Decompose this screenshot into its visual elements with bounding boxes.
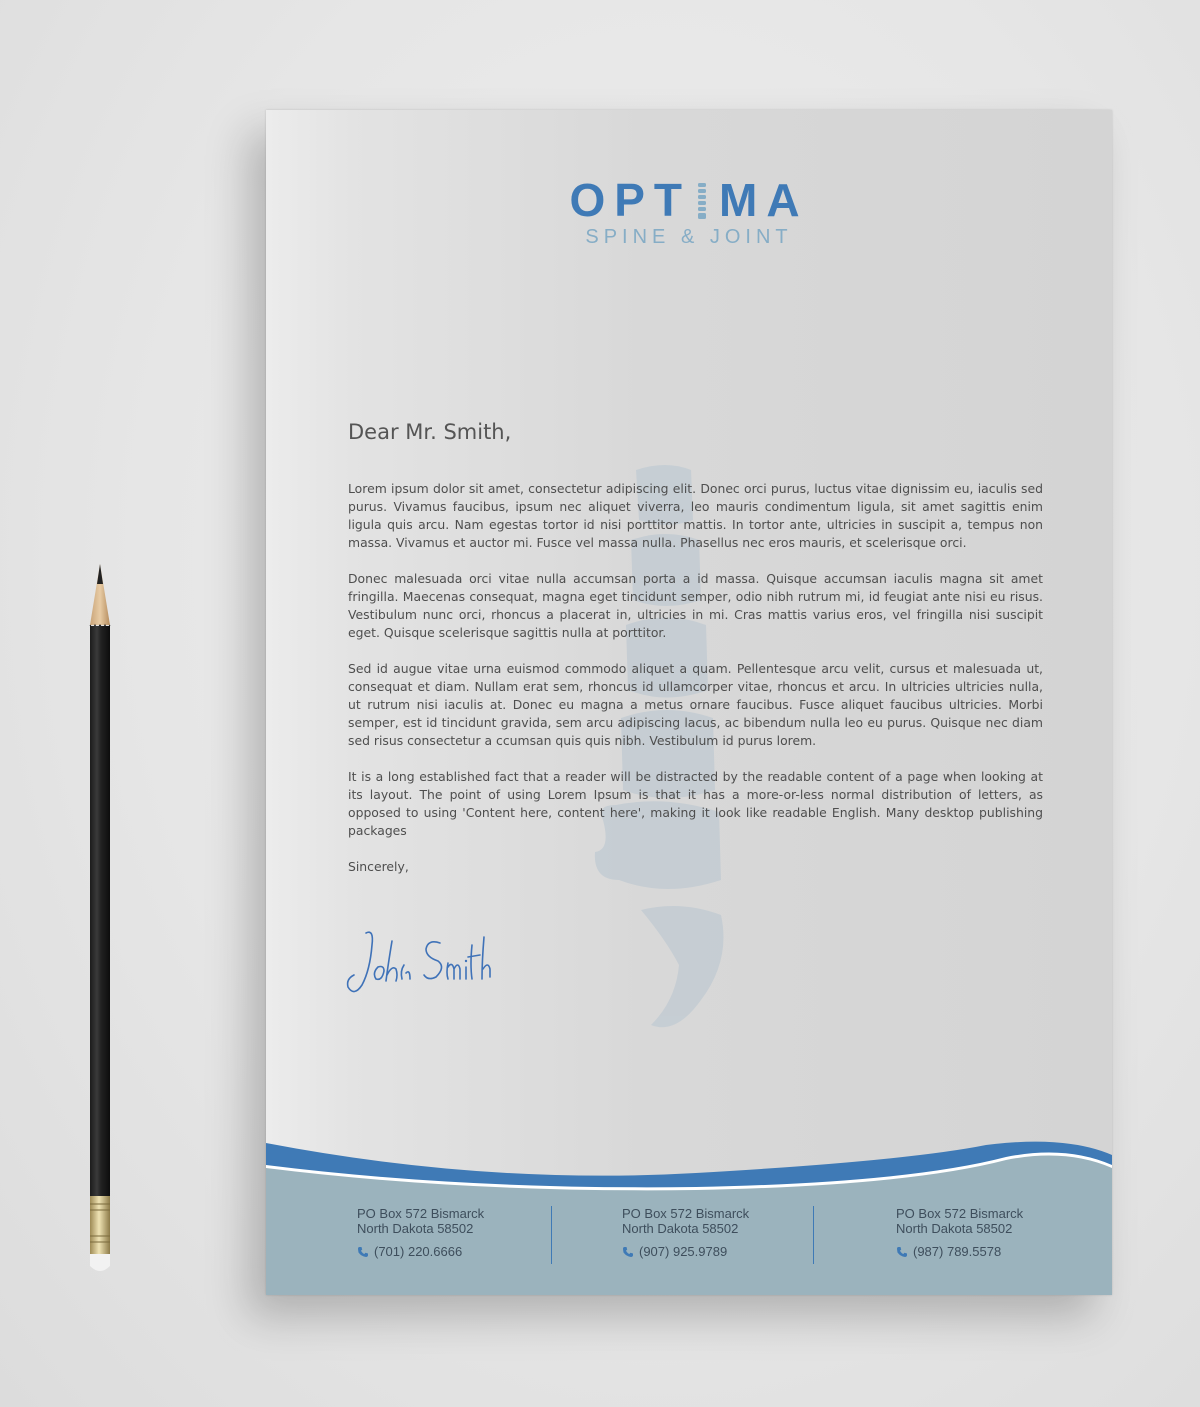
spine-icon — [695, 181, 709, 221]
letter-closing: Sincerely, — [348, 859, 409, 874]
signature — [344, 925, 494, 1005]
phone-number: (701) 220.6666 — [374, 1244, 463, 1259]
letter-paragraph: Lorem ipsum dolor sit amet, consectetur adipiscing elit. Donec orci purus, luctus vitae dignissim eu, iaculis sed purus. Vivamus faucibus, ipsum nec aliquet viverra, leo mauris condimentum ligula, sit amet sagittis enim ligula quis arcu. Nam egestas tortor id nisi porttitor mattis. In tortor ante, ultricies in suscipit a, tempus non massa. Vivamus et auctor mi. Fusce vel massa nulla. Phasellus nec eros mauris, et scelerisque orci. — [348, 481, 1043, 550]
letterhead-paper — [266, 110, 1112, 1295]
letter-greeting: Dear Mr. Smith, — [348, 420, 512, 444]
company-logo — [266, 176, 1112, 249]
address-line: PO Box 572 Bismarck — [622, 1206, 750, 1221]
contact-column — [357, 1206, 484, 1259]
contact-column — [896, 1206, 1023, 1259]
letter-paragraph: Donec malesuada orci vitae nulla accumsan porta a id massa. Quisque accumsan iaculis magna sit amet fringilla. Maecenas consequat, magna eget tincidunt semper, odio nibh rutrum mi, id feugiat ante nisi eu risus. Vestibulum nunc orci, rhoncus a placerat in, ultricies in mi. Cras mattis varius eros, vel fringilla nisi suscipit eget. Quisque scelerisque sagittis nulla at porttitor. — [348, 571, 1043, 640]
pencil-illustration — [78, 560, 122, 1280]
address-line: North Dakota 58502 — [357, 1221, 474, 1236]
logo-wordmark: OPT MA — [569, 174, 809, 226]
letter-paragraph: It is a long established fact that a reader will be distracted by the readable content of a page when looking at its layout. The point of using Lorem Ipsum is that it has a more-or-less normal distribution of letters, as opposed to using 'Content here, content here', making it look like readable English. Many desktop publishing packages — [348, 769, 1043, 838]
phone-number: (987) 789.5578 — [913, 1244, 1002, 1259]
address-line: PO Box 572 Bismarck — [896, 1206, 1024, 1221]
letter-paragraph: Sed id augue vitae urna euismod commodo aliquet a quam. Pellentesque arcu velit, cursus et malesuada ut, consequat et diam. Nullam erat sem, rhoncus id ullamcorper vitae, rhoncus et arcu. In ultricies ultricies nulla, ut rutrum nisi iaculis at. Donec eu magna a metus ornare faucibus. Fusce aliquet faucibus ultricies. Morbi semper, est id tincidunt gravida, sem arcu adipiscing lacus, ac bibendum nulla leo eu purus. Quisque nec diam sed risus consectetur a ccumsan quis quis nibh. Vestibulum id purus lorem. — [348, 661, 1043, 748]
phone-icon — [622, 1246, 634, 1258]
phone-row[interactable] — [896, 1244, 1023, 1259]
contact-column — [622, 1206, 749, 1259]
phone-icon — [357, 1246, 369, 1258]
phone-icon — [896, 1246, 908, 1258]
footer-divider — [813, 1206, 814, 1264]
footer-contacts — [266, 1200, 1112, 1270]
logo-tagline: SPINE & JOINT — [585, 226, 793, 248]
letter-body — [348, 480, 1043, 858]
phone-row[interactable] — [622, 1244, 749, 1259]
address-line: PO Box 572 Bismarck — [357, 1206, 485, 1221]
footer-divider — [551, 1206, 552, 1264]
address-line: North Dakota 58502 — [622, 1221, 739, 1236]
phone-row[interactable] — [357, 1244, 484, 1259]
phone-number: (907) 925.9789 — [639, 1244, 728, 1259]
address-line: North Dakota 58502 — [896, 1221, 1013, 1236]
